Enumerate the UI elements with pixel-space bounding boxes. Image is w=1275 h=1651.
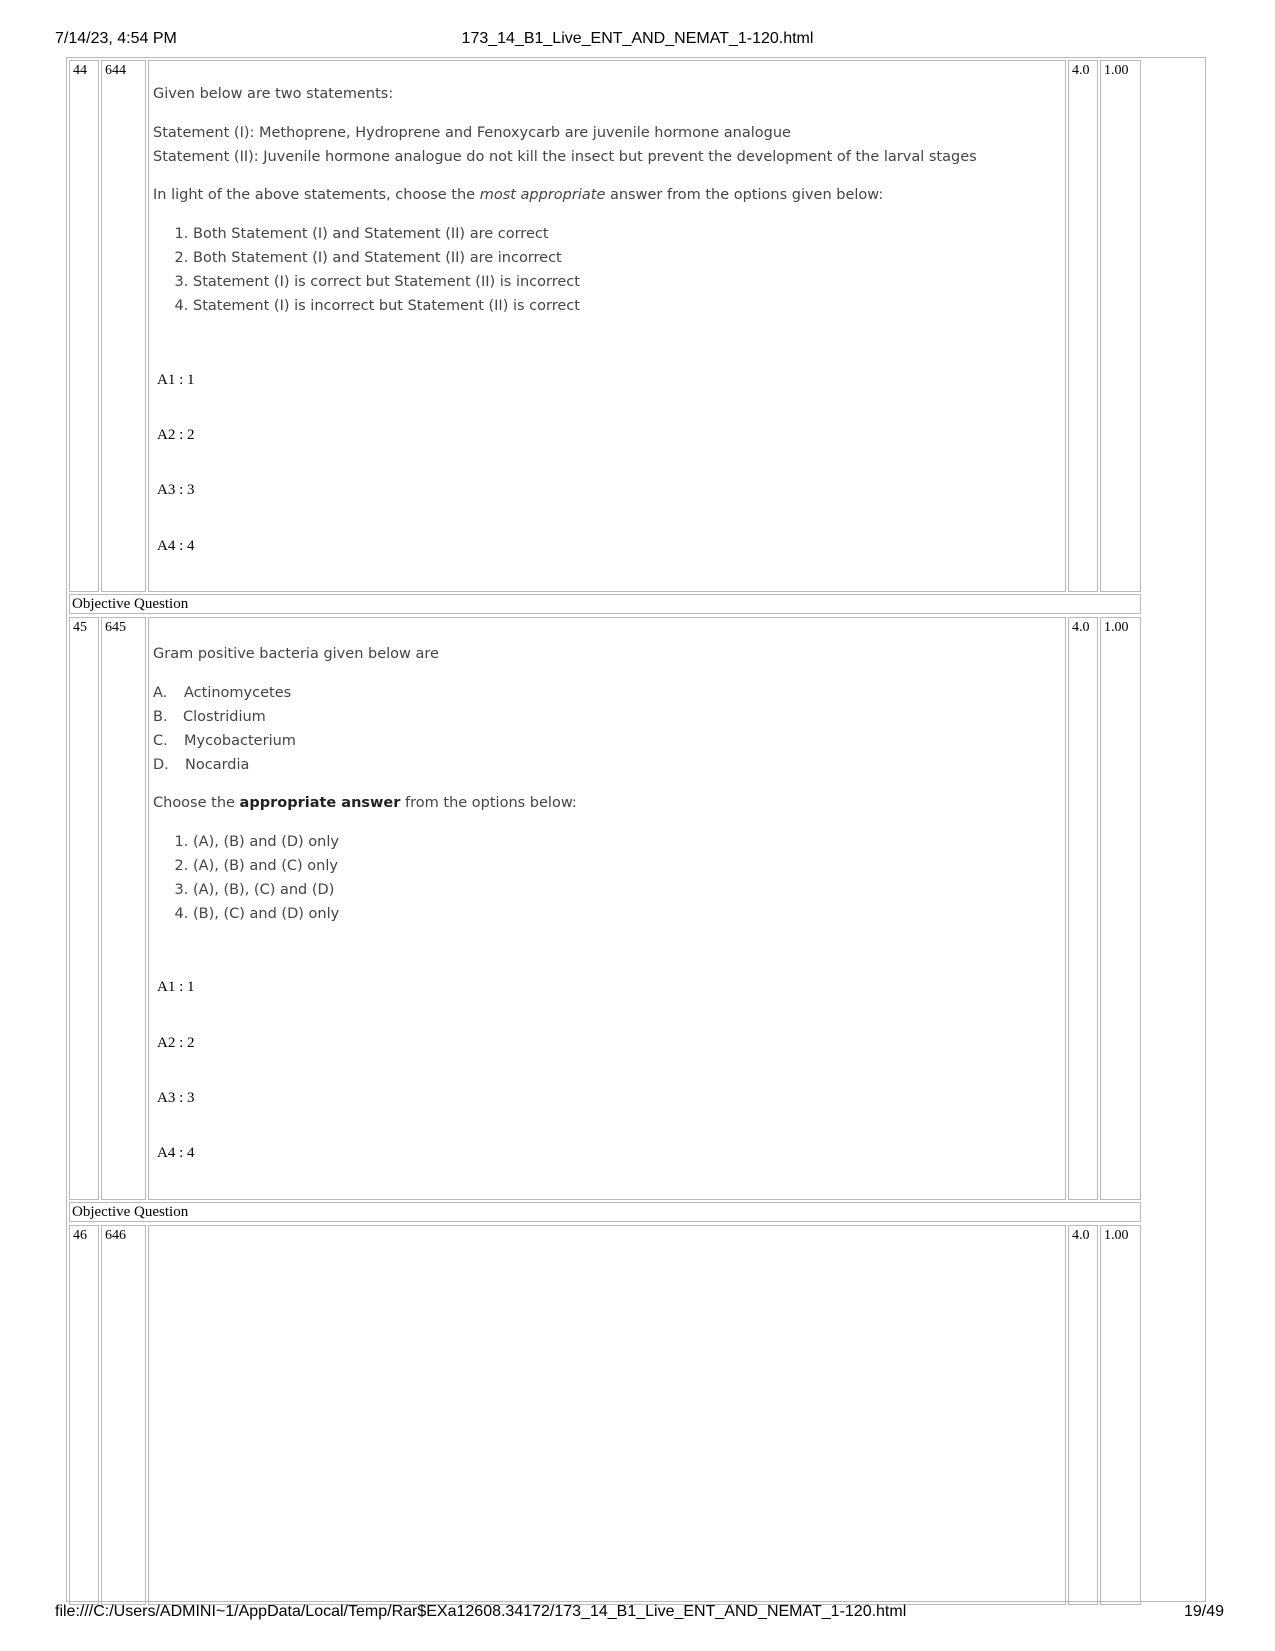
question-serial: 44 [69, 60, 99, 592]
option-item: 1. Both Statement (I) and Statement (II) are correct [193, 222, 1058, 246]
question-marks: 4.0 [1068, 617, 1098, 1200]
option-item: 1. (A), (B) and (D) only [193, 830, 1058, 854]
list-item: C. Mycobacterium [153, 733, 296, 749]
emphasis-text: most appropriate [479, 187, 606, 203]
question-negative-marks: 1.00 [1100, 617, 1141, 1200]
answer-option: A3 : 3 [157, 1090, 195, 1106]
print-file-path: file:///C:/Users/ADMINI~1/AppData/Local/Temp/Rar$EXa12608.34172/173_14_B1_Live_ENT_AND_NEMAT_1-120.html [55, 1603, 907, 1620]
list-item: A. Actinomycetes [153, 685, 292, 701]
answer-option: A3 : 3 [157, 482, 195, 498]
question-text [153, 82, 1058, 318]
question-negative-marks: 1.00 [1100, 60, 1141, 592]
question-negative-marks: 1.00 [1100, 1225, 1141, 1605]
answer-option: A1 : 1 [157, 979, 195, 995]
option-item: 3. Statement (I) is correct but Statement (II) is incorrect [193, 270, 1058, 294]
question-id: 644 [101, 60, 146, 592]
question-serial: 46 [69, 1225, 99, 1605]
question-serial: 45 [69, 617, 99, 1200]
question-id: 646 [101, 1225, 146, 1605]
list-item: D. Nocardia [153, 757, 250, 773]
print-datetime: 7/14/23, 4:54 PM [55, 30, 177, 47]
option-item: 3. (A), (B), (C) and (D) [193, 878, 1058, 902]
statement-1: Statement (I): Methoprene, Hydroprene and Fenoxycarb are juvenile hormone analogue [153, 125, 791, 141]
option-item: 2. Both Statement (I) and Statement (II) are incorrect [193, 246, 1058, 270]
answer-option: A2 : 2 [157, 427, 195, 443]
question-body-cell [148, 1225, 1066, 1605]
option-item: 2. (A), (B) and (C) only [193, 854, 1058, 878]
page-number: 19/49 [1183, 1603, 1224, 1620]
print-footer [0, 1603, 1275, 1627]
question-id: 645 [101, 617, 146, 1200]
answer-option: A4 : 4 [157, 1145, 195, 1161]
bold-text: appropriate answer [239, 795, 401, 811]
item-list [153, 681, 1058, 777]
print-header [0, 30, 1275, 54]
option-item: 4. (B), (C) and (D) only [193, 902, 1058, 926]
option-list [153, 830, 1058, 926]
option-list [153, 222, 1058, 318]
statement-2: Statement (II): Juvenile hormone analogue do not kill the insect but prevent the development of the larval stages [153, 149, 977, 165]
print-title: 173_14_B1_Live_ENT_AND_NEMAT_1-120.html [461, 30, 814, 47]
question-text [153, 642, 1058, 926]
answer-option: A1 : 1 [157, 372, 195, 388]
option-item: 4. Statement (I) is incorrect but Statement (II) is correct [193, 294, 1058, 318]
question-marks: 4.0 [1068, 1225, 1098, 1605]
question-intro: Given below are two statements: [153, 86, 394, 102]
question-type-label: Objective Question [69, 1202, 1141, 1222]
answer-option: A2 : 2 [157, 1035, 195, 1051]
question-instruction: Choose the appropriate answer from the options below: [153, 795, 577, 811]
question-type-label: Objective Question [69, 594, 1141, 614]
question-marks: 4.0 [1068, 60, 1098, 592]
answer-option: A4 : 4 [157, 538, 195, 554]
question-instruction: In light of the above statements, choose the most appropriate answer from the options given below: [153, 187, 884, 203]
list-item: B. Clostridium [153, 709, 266, 725]
question-intro: Gram positive bacteria given below are [153, 646, 439, 662]
